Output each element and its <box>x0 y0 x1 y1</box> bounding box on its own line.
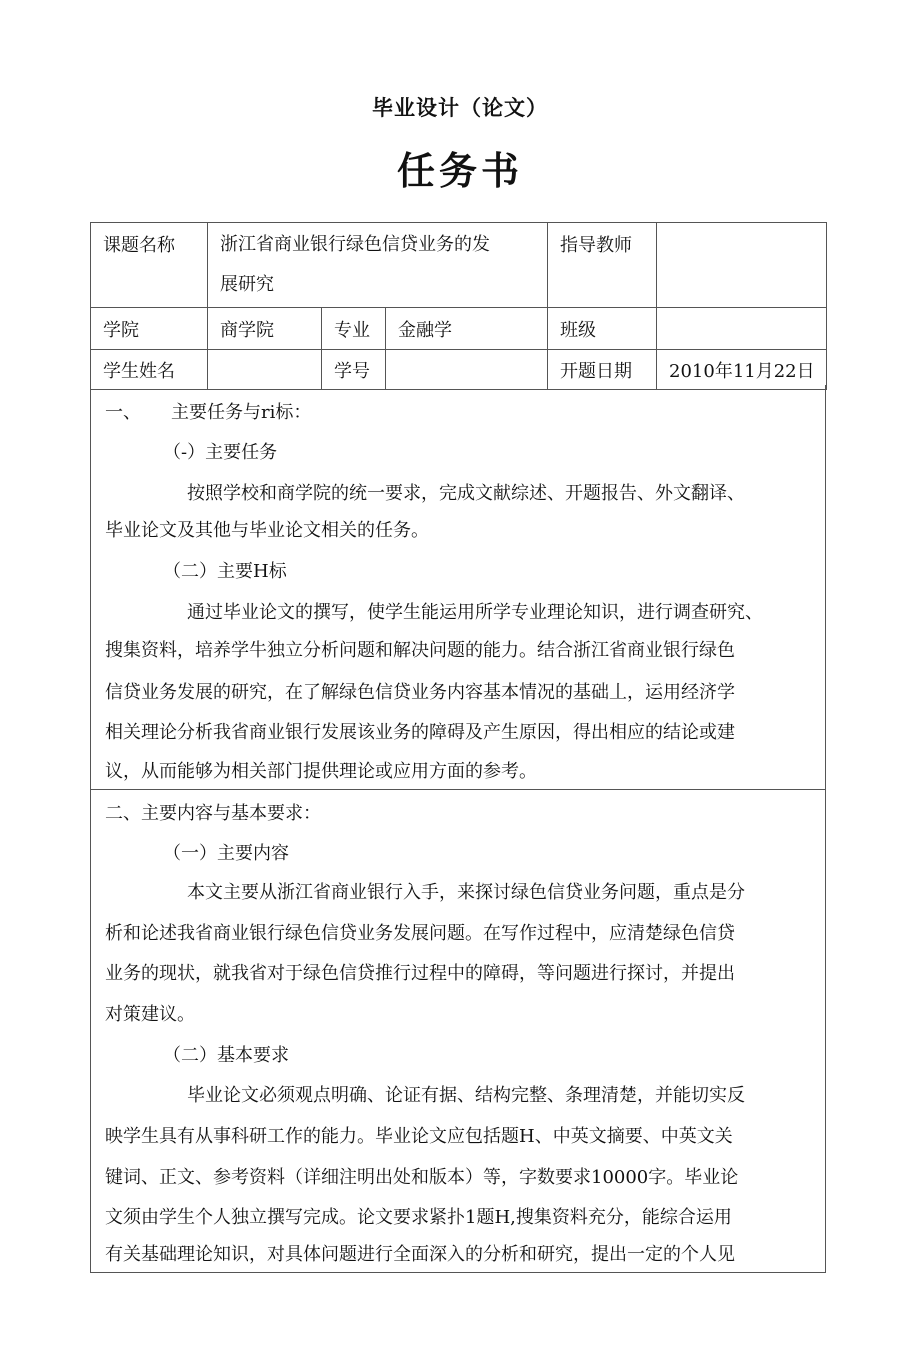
paragraph-line: 搜集资料，培养学牛独立分析问题和解决问题的能力。结合浙江省商业银行绿色 <box>105 640 735 661</box>
student-name-value <box>208 350 322 390</box>
student-id-value <box>386 350 548 390</box>
start-date-value: 2010年11月22日 <box>657 350 827 390</box>
paragraph-line: 毕业论文必须观点明确、论证有据、结构完整、条理清楚，并能切实反 <box>187 1085 745 1106</box>
paragraph-line: 映学生具有从事科研工作的能力。毕业论文应包括题H、中英文摘要、中英文关 <box>105 1126 733 1147</box>
college-label: 学院 <box>91 308 208 350</box>
table-row <box>91 350 827 390</box>
paragraph-line: 相关理论分析我省商业银行发展该业务的障碍及产生原因，得出相应的结论或建 <box>105 722 735 743</box>
college-value: 商学院 <box>208 308 322 350</box>
advisor-label: 指导教师 <box>548 223 657 308</box>
paragraph-line: 对策建议。 <box>105 1004 195 1025</box>
paragraph-line: 信贷业务发展的研究，在了解绿色信贷业务内容基本情况的基础丄，运用经济学 <box>105 682 735 703</box>
topic-value <box>208 223 548 308</box>
document-title: 任务书 <box>396 149 523 193</box>
student-name-label: 学生姓名 <box>91 350 208 390</box>
table-row <box>91 223 827 308</box>
class-value <box>657 308 827 350</box>
topic-value-line2: 展研究 <box>220 274 274 295</box>
section1-sub2-heading: （二）主要H标 <box>163 561 287 582</box>
section2-heading: 二、主要内容与基本要求： <box>105 803 321 824</box>
paragraph-line: 有关基础理论知识，对具体问题进行全面深入的分析和研究，提出一定的个人见 <box>105 1244 735 1265</box>
major-label: 专业 <box>322 308 386 350</box>
paragraph-line: 议，从而能够为相关部门提供理论或应用方面的参考。 <box>105 761 537 782</box>
info-table <box>90 222 827 390</box>
section1-heading: 主要任务与ri标： <box>171 402 312 423</box>
content-box <box>90 385 826 1273</box>
section2-sub2-heading: （二）基本要求 <box>163 1045 289 1066</box>
paragraph-line: 键词、正文、参考资料（详细注明出处和版本）等，字数要求10000字。毕业论 <box>105 1167 739 1188</box>
start-date-label: 开题日期 <box>548 350 657 390</box>
section2-sub1-heading: （一）主要内容 <box>163 843 289 864</box>
paragraph-line: 文须由学生个人独立撰写完成。论文要求紧扑1题H,搜集资料充分，能综合运用 <box>105 1207 732 1228</box>
paragraph-line: 毕业论文及其他与毕业论文相关的任务。 <box>105 520 429 541</box>
student-id-label: 学号 <box>322 350 386 390</box>
paragraph-line: 按照学校和商学院的统一要求，完成文献综述、开题报告、外文翻译、 <box>187 483 745 504</box>
topic-value-line1: 浙江省商业银行绿色信贷业务的发 <box>220 234 490 255</box>
topic-label: 课题名称 <box>91 223 208 308</box>
major-value: 金融学 <box>386 308 548 350</box>
paragraph-line: 本文主要从浙江省商业银行入手，来探讨绿色信贷业务问题，重点是分 <box>187 882 745 903</box>
class-label: 班级 <box>548 308 657 350</box>
table-row <box>91 308 827 350</box>
section-divider <box>91 789 825 790</box>
section1-sub1-heading: （-）主要任务 <box>163 442 278 463</box>
advisor-value <box>657 223 827 308</box>
section1-heading-number: 一、 <box>105 402 141 423</box>
paragraph-line: 析和论述我省商业银行绿色信贷业务发展问题。在写作过程中，应清楚绿色信贷 <box>105 923 735 944</box>
paragraph-line: 业务的现状，就我省对于绿色信贷推行过程中的障碍，等问题进行探讨，并提出 <box>105 963 735 984</box>
paragraph-line: 通过毕业论文的撰写，使学生能运用所学专业理论知识，进行调查研究、 <box>187 602 763 623</box>
document-subtitle: 毕业设计（论文） <box>372 96 548 120</box>
